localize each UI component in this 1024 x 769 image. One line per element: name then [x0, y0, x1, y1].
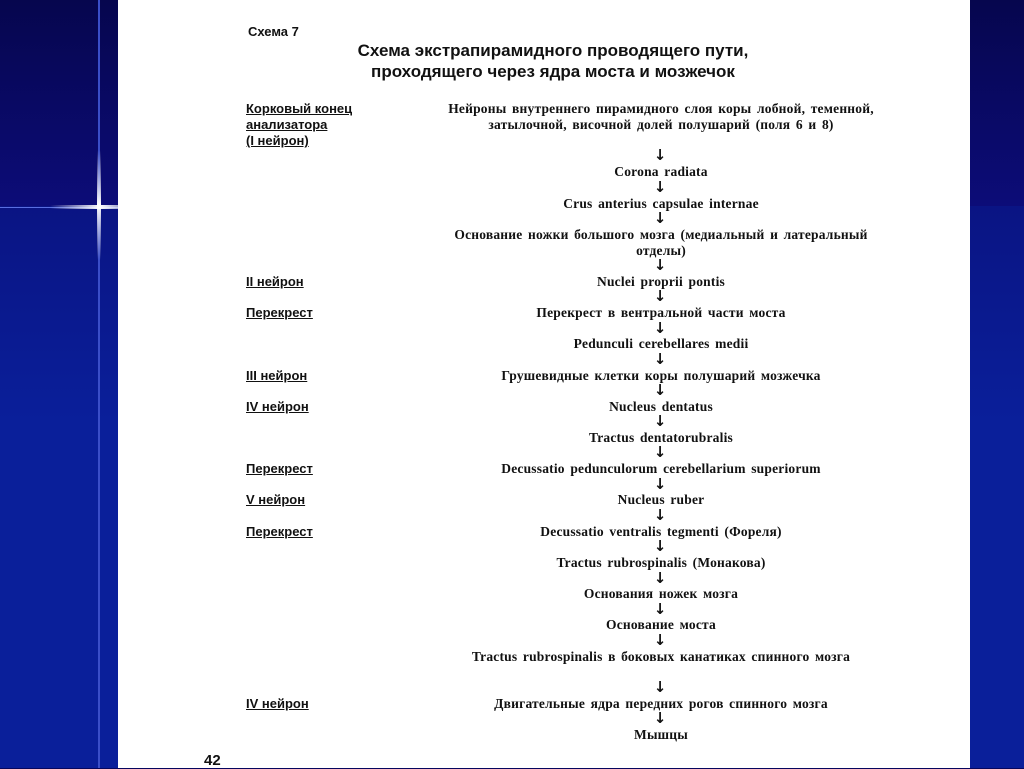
- step-decussatio-pedunculorum: Decussatio pedunculorum cerebellarium superiorum: [501, 461, 821, 476]
- down-arrow-icon: ↓: [653, 287, 667, 305]
- down-arrow-icon: ↓: [653, 709, 667, 727]
- left-background-stripe: [0, 0, 118, 768]
- step-pedunculi-medii: Pedunculi cerebellares medii: [573, 336, 749, 351]
- down-arrow-icon: ↓: [653, 319, 667, 337]
- label-third-neuron: III нейрон: [246, 368, 308, 383]
- label-fourth-neuron-final: IV нейрон: [246, 696, 309, 711]
- right-background-stripe: [970, 0, 1024, 768]
- label-crossing-2: Перекрест: [246, 461, 313, 476]
- down-arrow-icon: ↓: [653, 475, 667, 493]
- step-lateral-funiculi: Tractus rubrospinalis в боковых канатиках спинного мозга: [471, 649, 851, 664]
- decorative-vertical-line: [98, 0, 100, 768]
- down-arrow-icon: ↓: [653, 569, 667, 587]
- step-nucleus-ruber: Nucleus ruber: [617, 492, 705, 507]
- step-pons-crossing: Перекрест в вентральной части моста: [536, 305, 786, 320]
- step-nucleus-dentatus: Nucleus dentatus: [609, 399, 713, 414]
- down-arrow-icon: ↓: [653, 631, 667, 649]
- step-motor-nuclei: Двигательные ядра передних рогов спинного мозга: [494, 696, 828, 711]
- document-page: [118, 0, 970, 768]
- label-analyzer: анализатора: [246, 117, 328, 132]
- label-fifth-neuron: V нейрон: [246, 492, 306, 507]
- label-cortical-end: Корковый конец: [246, 101, 353, 116]
- label-first-neuron: (I нейрон): [246, 133, 309, 148]
- title-line-1: Схема экстрапирамидного проводящего пути,: [357, 41, 749, 60]
- step-tractus-rubrospinalis: Tractus rubrospinalis (Монакова): [556, 555, 766, 570]
- down-arrow-icon: ↓: [653, 412, 667, 430]
- scheme-label: Схема 7: [248, 24, 299, 39]
- down-arrow-icon: ↓: [653, 600, 667, 618]
- step-muscles: Мышцы: [634, 727, 688, 742]
- step-peduncle-bases: Основания ножек мозга: [583, 586, 739, 601]
- step-decussatio-ventralis: Decussatio ventralis tegmenti (Фореля): [540, 524, 782, 539]
- down-arrow-icon: ↓: [653, 178, 667, 196]
- label-second-neuron: II нейрон: [246, 274, 304, 289]
- step-cortex-neurons: Нейроны внутреннего пирамидного слоя коры лобной, теменной, затылочной, височной долей полушарий (поля 6 и 8): [448, 101, 874, 132]
- step-tractus-dentatorubralis: Tractus dentatorubralis: [589, 430, 733, 445]
- down-arrow-icon: ↓: [653, 537, 667, 555]
- label-fourth-neuron: IV нейрон: [246, 399, 309, 414]
- down-arrow-icon: ↓: [653, 678, 667, 696]
- down-arrow-icon: ↓: [653, 146, 667, 164]
- down-arrow-icon: ↓: [653, 350, 667, 368]
- step-pons-base: Основание моста: [606, 617, 716, 632]
- title-line-2: проходящего через ядра моста и мозжечок: [371, 62, 735, 81]
- down-arrow-icon: ↓: [653, 506, 667, 524]
- step-purkinje-cells: Грушевидные клетки коры полушарий мозжечка: [501, 368, 821, 383]
- label-crossing-3: Перекрест: [246, 524, 313, 539]
- step-nuclei-pontis: Nuclei proprii pontis: [597, 274, 725, 289]
- step-corona-radiata: Corona radiata: [614, 164, 708, 179]
- page-number: 42: [204, 752, 221, 769]
- page-title: [288, 40, 818, 82]
- down-arrow-icon: ↓: [653, 256, 667, 274]
- down-arrow-icon: ↓: [653, 209, 667, 227]
- step-cerebral-peduncle-base: Основание ножки большого мозга (медиальный и латеральный отделы): [454, 227, 868, 258]
- down-arrow-icon: ↓: [653, 381, 667, 399]
- down-arrow-icon: ↓: [653, 443, 667, 461]
- label-crossing-1: Перекрест: [246, 305, 313, 320]
- step-crus-anterius: Crus anterius capsulae internae: [563, 196, 759, 211]
